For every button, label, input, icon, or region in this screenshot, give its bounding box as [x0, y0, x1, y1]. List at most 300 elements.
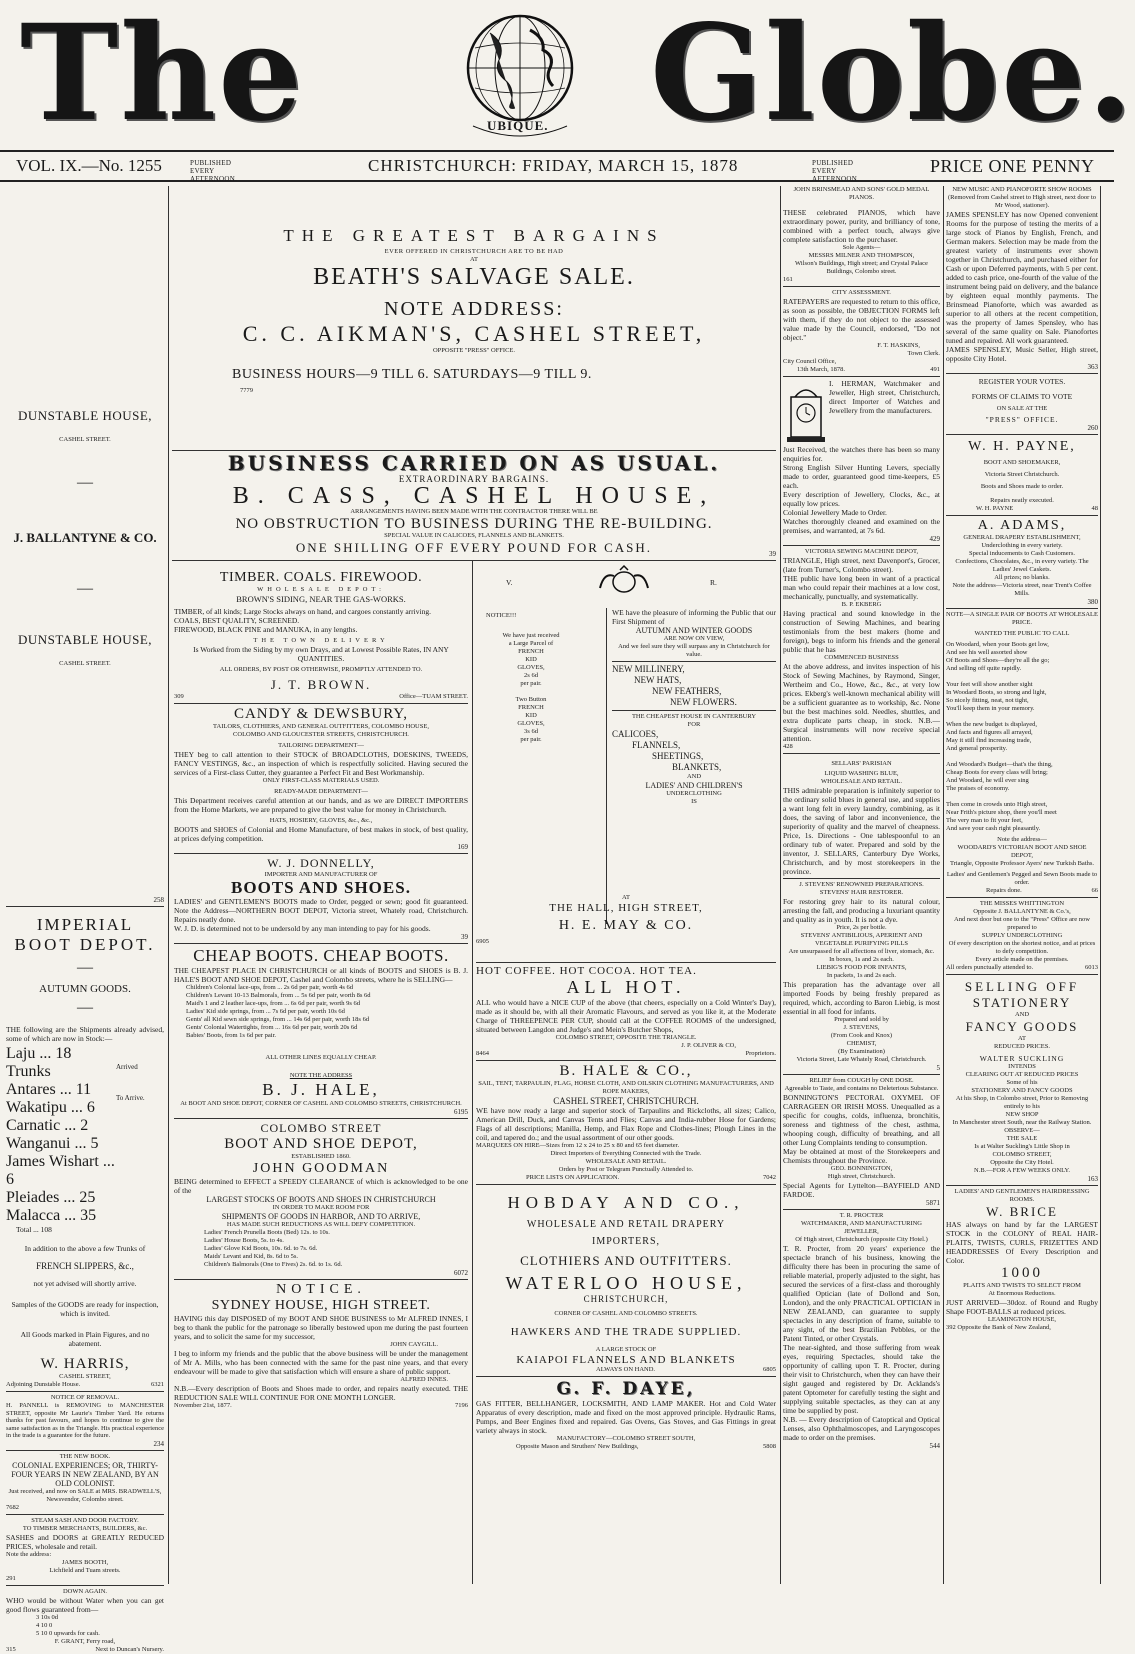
- hobday-clothiers: CLOTHIERS AND OUTFITTERS.: [520, 1253, 732, 1268]
- at-label: AT: [1018, 1035, 1026, 1042]
- cass-extraordinary: EXTRAORDINARY BARGAINS.: [398, 474, 550, 484]
- may-ad: [476, 562, 776, 960]
- autumn-goods: AUTUMN GOODS.: [39, 983, 131, 995]
- dunstable-title-2: DUNSTABLE HOUSE,: [17, 632, 153, 647]
- may-ladies: LADIES' AND CHILDREN'S: [645, 781, 743, 790]
- may-left-line: FRENCH: [518, 648, 544, 655]
- masthead-motto: UBIQUE.: [487, 118, 549, 133]
- ad-number: 309: [174, 693, 184, 700]
- ad-number: 7682: [6, 1503, 19, 1511]
- may-feathers: NEW FEATHERS,: [652, 686, 722, 696]
- goodman-reductions: HAS MADE SUCH REDUCTIONS AS WILL DEFY COMPETITION.: [226, 1221, 416, 1228]
- suckling-is-at: Is at Walter Suckling's Little Shop in: [974, 1143, 1070, 1150]
- stevens-heading: J. STEVENS' RENOWNED PREPARATIONS.: [799, 881, 924, 888]
- poem-line: Then come in crowds unto High street,: [946, 801, 1048, 808]
- french-slippers: FRENCH SLIPPERS, &c.,: [36, 1261, 134, 1271]
- payne-sub: BOOT AND SHOEMAKER,: [983, 459, 1061, 466]
- brice-text: HAS always on hand by far the LARGEST STOCK in the COLONY of REAL HAIR-PLAITS, TWISTS, CURLS, FRIZETTES AND HEADDRESSES Of Every Description and Color.: [946, 1220, 1098, 1265]
- hobday-waterloo: WATERLOO HOUSE,: [505, 1273, 747, 1293]
- stevens-pills-price: In boxes, 1s and 2s each.: [829, 956, 894, 963]
- beath-ever: EVER OFFERED IN CHRISTCHURCH ARE TO BE HAD: [384, 248, 564, 255]
- may-left-line: [476, 688, 586, 696]
- may-hall: THE HALL, HIGH STREET,: [549, 902, 703, 914]
- brown-siding: BROWN'S SIDING, NEAR THE GAS-WORKS.: [236, 594, 406, 604]
- oliver-all-hot: ALL HOT.: [566, 977, 686, 997]
- ad-number: 8464: [476, 1050, 489, 1057]
- may-left-line: GLOVES,: [517, 720, 545, 727]
- poem-line: And see his well assorted show: [946, 649, 1028, 656]
- may-left-line: Two Button: [515, 696, 547, 703]
- sydney-text: HAVING this day DISPOSED of my BOOT AND SHOE BUSINESS to Mr ALFRED INNES, I beg to thank the public for the patronage so liberally bestowed upon me during the past fourteen years, and to solicit the same for my successor,: [174, 1314, 468, 1341]
- french-line-1: In addition to the above a few Trunks of: [24, 1244, 146, 1253]
- hale-items: [174, 984, 468, 1040]
- stevens-pills-text: Are unsurpassed for all affections of liver, stomach, &c.: [788, 948, 935, 955]
- adams-text: Underclothing in every variety.: [981, 542, 1063, 549]
- royal-arms-icon: [594, 566, 654, 594]
- may-millinery: NEW MILLINERY,: [612, 664, 685, 674]
- harris-address-2: Adjoining Dunstable House.: [6, 1381, 81, 1388]
- may-surpass: And we feel sure they will surpass any in Christchurch for value.: [618, 643, 770, 658]
- total-line: Total ... 108: [16, 1225, 52, 1234]
- candy-boots: BOOTS and SHOES of Colonial and Home Manufacture, of best makes in stock, of best quality, at prices defying competition.: [174, 825, 468, 843]
- selling-off: SELLING OFF: [964, 979, 1080, 994]
- sashes-text: SASHES and DOORS at GREATLY REDUCED PRICES, wholesale and retail.: [6, 1532, 164, 1551]
- geo-address: High street, Christchurch.: [827, 1173, 896, 1180]
- may-left-line: KID: [525, 656, 537, 663]
- spensley-address: JAMES SPENSLEY, Music Seller, High street, opposite City Hotel.: [946, 345, 1098, 363]
- column-rule: [168, 186, 169, 1584]
- may-left-line: per pair.: [520, 736, 542, 743]
- beath-opposite: OPPOSITE "PRESS" OFFICE.: [432, 347, 516, 354]
- may-name: H. E. MAY & CO.: [558, 918, 694, 933]
- new-book-heading: THE NEW BOOK.: [59, 1452, 111, 1460]
- brice-name: W. BRICE: [986, 1204, 1058, 1219]
- whittington-text2: Of every description on the shortest notice, and at prices to defy competition.: [948, 940, 1096, 955]
- brinsmead-heading: JOHN BRINSMEAD AND SONS' GOLD MEDAL PIANOS.: [793, 186, 930, 201]
- vsm-text3: At the above address, and invites inspection of his Stock of Sewing Machines, by Raymond, Singer, Wertheim and Co., Howe, &c., &c., at very low prices. Ekberg's well-known mechanical ability will be a sufficient guarantee as to workship, &c. None but the best machines sold. Needles, shuttles, and extra duplicate parts cheap, in stock. N.B.—Surgical instruments will now receive special attention.: [783, 662, 940, 743]
- poem-line: And general prosperity.: [946, 745, 1008, 752]
- goodman-colombo: COLOMBO STREET: [260, 1121, 382, 1135]
- town-clerk: Town Clerk.: [907, 350, 940, 357]
- ad-number: 6805: [763, 1366, 776, 1373]
- hale-item: Ladies' Kid side springs, from ... 7s 6d per pair, worth 10s 6d: [186, 1008, 345, 1015]
- daye-text: GAS FITTER, BELLHANGER, LOCKSMITH, AND LAMP MAKER. Hot and Cold Water Apparatus of every description, made and fixed on the most approved principle. Hydraulic Rams, Pumps, and Beer Engines fixed and repaired. Gas Ovens, Gas Stoves, and Gas Fittings in great variety always in stock.: [476, 1399, 776, 1435]
- poem-line: The very man to fit your feet,: [946, 817, 1023, 824]
- dunstable-subtitle: CASHEL STREET.: [59, 436, 111, 443]
- column-5: [946, 186, 1098, 1584]
- goodman-est: ESTABLISHED 1860.: [291, 1153, 351, 1160]
- goodman-item: Ladies' House Boots, 5s. to 4s.: [204, 1237, 284, 1244]
- brice-enormous: At Enormous Reductions.: [988, 1290, 1056, 1297]
- suckling-colombo: COLOMBO STREET,: [992, 1151, 1052, 1158]
- poem-line: [946, 673, 1098, 681]
- water-text: WHO would be without Water when you can get good flows guaranteed from—: [6, 1595, 164, 1614]
- herman-text5: Colonial Jewellery Made to Order.: [783, 508, 887, 517]
- ad-number: 39: [461, 933, 468, 941]
- hale-item: Babies' Boots, from 1s 6d per pair.: [186, 1032, 276, 1039]
- may-left-line: FRENCH: [518, 704, 544, 711]
- may-v: V.: [506, 578, 513, 587]
- bonnington-obtained: May be obtained at most of the Storekeepers and Chemists throughout the Province.: [783, 1147, 940, 1165]
- imperial-title: IMPERIAL: [36, 915, 134, 934]
- may-left-line: GLOVES,: [517, 664, 545, 671]
- poem-line: And Woodard's Budget—that's the thing,: [946, 761, 1053, 768]
- from-label: (From Cook and Knox): [830, 1032, 893, 1039]
- ad-number: 260: [1087, 424, 1098, 432]
- suckling-name: WALTER SUCKLING: [979, 1054, 1065, 1063]
- goodman-name: JOHN GOODMAN: [252, 1161, 390, 1176]
- music-sub: (Removed from Cashel street to High street, next door to Mr Wood, stationer).: [947, 194, 1097, 209]
- ad-number: 258: [153, 896, 164, 904]
- harris-title: W. HARRIS,: [40, 1356, 130, 1372]
- goodman-text: BEING determined to EFFECT a SPEEDY CLEARANCE of which is acknowledged to be one of the: [174, 1177, 468, 1195]
- poem-line: Cheap Boots for every class will bring;: [946, 769, 1048, 776]
- ad-number: 5871: [926, 1199, 940, 1207]
- may-left-line: 2s 6d: [524, 672, 538, 679]
- hale-item: Maid's 1 and 2 leather lace-ups, from ... 6s 6d per pair, worth 9s 6d: [186, 1000, 361, 1007]
- candy-heading: CANDY & DEWSBURY,: [233, 706, 409, 722]
- bhale-sub: SAIL, TENT, TARPAULIN, FLAG, HORSE CLOTH, AND OILSKIN CLOTHING MANUFACTURERS, AND ROPE MAKERS,: [478, 1080, 774, 1095]
- brown-depot: WHOLESALE DEPOT:: [257, 586, 385, 593]
- may-autumn: AUTUMN AND WINTER GOODS: [635, 626, 753, 635]
- may-right: [612, 608, 776, 806]
- ship-entry: Malacca ... 35: [6, 1207, 97, 1224]
- poem-line: The praises of economy.: [946, 785, 1010, 792]
- donnelly-text2: W. J. D. is determined not to be undersold by any man intending to pay for his goods.: [174, 924, 431, 933]
- suckling-manchester: In Manchester street South, near the Railway Station.: [952, 1119, 1092, 1126]
- ad-number: 315: [6, 1645, 16, 1653]
- candy-hats: HATS, HOSIERY, GLOVES, &c., &c.,: [269, 817, 373, 824]
- ad-number: 161: [783, 276, 793, 283]
- stevens-hair-text: For restoring grey hair to its natural colour, arresting the fall, and producing a luxuriant quantity and quality as in youth. It is not a dye.: [783, 897, 940, 924]
- may-hats: NEW HATS,: [634, 675, 682, 685]
- goodman-item: Children's Balmorals (One to Fives) 2s. 6d. to 1s. 6d.: [204, 1261, 343, 1268]
- oliver-address: COLOMBO STREET, OPPOSITE THE TRIANGLE.: [555, 1034, 697, 1041]
- payne-repairs: Repairs neatly executed.: [990, 497, 1054, 504]
- bhale-wholesale: WHOLESALE AND RETAIL.: [585, 1158, 667, 1165]
- woodard-text: Ladies' and Gentlemen's Pegged and Sewn Boots made to order.: [946, 871, 1098, 886]
- donnelly-heading: W. J. DONNELLY,: [267, 856, 375, 870]
- ad-number: 66: [1091, 887, 1098, 894]
- suckling-observe: OBSERVE—: [1004, 1127, 1040, 1134]
- brice-arrived: JUST ARRIVED—30doz. of Round and Rugby Shape FOOT-BALLS at reduced prices.: [946, 1298, 1098, 1316]
- sydney-text3: N.B.—Every description of Boots and Shoes made to order, and repairs neatly executed. THE REDUCTION SALE WILL CONTINUE FOR ONE MONTH LONGER.: [174, 1384, 468, 1402]
- payne-heading: W. H. PAYNE,: [968, 439, 1076, 454]
- cass-shilling: ONE SHILLING OFF EVERY POUND FOR CASH.: [295, 540, 653, 555]
- liebig-text: This preparation has the advantage over all imported Foods by being freshly prepared as required, which, according to Baron Liebig, is most essential in all food for infants.: [783, 980, 940, 1016]
- boot-depot-title: BOOT DEPOT.: [14, 935, 156, 954]
- bhale-price: PRICE LISTS ON APPLICATION.: [526, 1174, 620, 1181]
- bhale-address: CASHEL STREET, CHRISTCHURCH.: [553, 1096, 699, 1106]
- stevens-address: Victoria Street, Late Whately Road, Christchurch.: [796, 1056, 927, 1063]
- brown-timber: TIMBER, of all kinds; Large Stocks always on hand, and cargoes constantly arriving.: [174, 607, 431, 616]
- bhale-text: WE have now ready a large and superior stock of Tarpaulins and Rickcloths, all sizes; Calico, American Drill, Duck, and Canvas Tents and Flies; Canvas and India-rubber Hose for Gardens; Flags of all descriptions; Manilla, Hemp, and Flax Rope and Clothes-lines; Plough Lines in the coil, and tapered do.; and the usual assortment of our other goods.: [476, 1106, 776, 1142]
- brinsmead-agents: Sole Agents—: [842, 244, 881, 251]
- daye-opposite: Opposite Mason and Struthers' New Buildings,: [516, 1443, 639, 1450]
- candy-sub2: COLOMBO AND GLOUCESTER STREETS, CHRISTCHURCH.: [233, 731, 409, 738]
- may-flannels: FLANNELS,: [632, 740, 681, 750]
- whittington-text: And next door but one to the "Press" Office are now prepared to: [954, 916, 1090, 931]
- adams-text4: All prizes; no blanks.: [994, 574, 1050, 581]
- donnelly-sub: IMPORTER AND MANUFACTURER OF: [264, 871, 378, 878]
- stationery: STATIONERY: [972, 995, 1072, 1010]
- reduced-prices: REDUCED PRICES.: [994, 1043, 1050, 1050]
- masthead: [0, 0, 1135, 151]
- hale-item: Children's Levant 10-13 Balmorals, from ... 5s 6d per pair, worth 8s 6d: [186, 992, 371, 999]
- cass-ad: [172, 452, 776, 560]
- french-line-3: not yet advised will shortly arrive.: [33, 1279, 137, 1288]
- poem-line: And save your cash right pleasantly.: [946, 825, 1041, 832]
- press-office: "PRESS" OFFICE.: [985, 415, 1059, 424]
- shipments-text: THE following are the Shipments already advised, some of which are now in Stock:—: [6, 1025, 164, 1043]
- water-price: 3 10s 0d: [36, 1613, 59, 1621]
- goodman-item: Ladies' Glove Kid Boots, 10s. 6d. to 7s. 6d.: [204, 1245, 318, 1252]
- ad-number: 363: [1087, 363, 1098, 371]
- liebig-heading: LIEBIG'S FOOD FOR INFANTS,: [816, 964, 907, 971]
- oliver-heading: HOT COFFEE. HOT COCOA. HOT TEA.: [476, 965, 697, 977]
- may-left-line: a Large Parcel of: [508, 640, 554, 647]
- ad-number: 169: [457, 843, 468, 851]
- may-left-line: KID: [525, 712, 537, 719]
- stevens-pills: STEVENS' ANTIBILIOUS, APERIENT AND VEGETABLE PURIFYING PILLS: [800, 932, 923, 947]
- hale-heading: CHEAP BOOTS. CHEAP BOOTS.: [193, 946, 449, 965]
- donnelly-text: LADIES' and GENTLEMEN'S BOOTS made to Order, pegged or sewn; good fit guaranteed. Note the Address—NORTHERN BOOT DEPOT, Victoria street, Whately road, Christchurch. Repairs neatly done.: [174, 897, 468, 924]
- donnelly-big: BOOTS AND SHOES.: [231, 878, 411, 897]
- herman-text: I. HERMAN, Watchmaker and Jeweller, High street, Christchurch, direct Importer of Watches and Jewellery from the manufacturers.: [829, 379, 940, 415]
- ad-number: 7196: [455, 1402, 468, 1409]
- brown-name: J. T. BROWN.: [270, 677, 372, 692]
- sellars-liquid: LIQUID WASHING BLUE,: [824, 770, 899, 777]
- booth-name: JAMES BOOTH,: [61, 1558, 109, 1566]
- clock-icon: [783, 379, 829, 445]
- brown-delivery: THE TOWN DELIVERY: [253, 637, 389, 644]
- ad-number: 6321: [151, 1381, 164, 1388]
- stevens-hair: STEVENS' HAIR RESTORER.: [819, 889, 904, 896]
- bhale-heading: B. HALE & CO.,: [559, 1063, 693, 1079]
- whittington-text3: Every article made on the premises.: [975, 956, 1069, 963]
- ships-list: [6, 1045, 116, 1225]
- leamington-house: LEAMINGTON HOUSE,: [987, 1316, 1057, 1323]
- herman-text6: Watches thoroughly cleaned and examined on the premises, and warranted, at 7s 6d.: [783, 517, 940, 535]
- register-votes: REGISTER YOUR VOTES.: [978, 377, 1066, 386]
- hobday-heading: HOBDAY AND CO.,: [507, 1193, 745, 1212]
- cass-special: SPECIAL VALUE IN CALICOES, FLANNELS AND BLANKETS.: [384, 532, 564, 539]
- hale-note: NOTE THE ADDRESS: [289, 1072, 353, 1079]
- sydney-heading: SYDNEY HOUSE, HIGH STREET.: [211, 1298, 431, 1313]
- harris-address: CASHEL STREET,: [59, 1373, 111, 1380]
- brown-orders: ALL ORDERS, BY POST OR OTHERWISE, PROMPTLY ATTENDED TO.: [219, 666, 423, 673]
- samples-text: Samples of the GOODS are ready for inspection, which is invited.: [11, 1300, 159, 1318]
- ship-entry: Wanganui ... 5: [6, 1135, 99, 1152]
- cass-arrangements: ARRANGEMENTS HAVING BEEN MADE WITH THE CONTRACTOR THERE WILL BE: [350, 508, 598, 515]
- poem-line: And selling off quite rapidly.: [946, 665, 1022, 672]
- oliver-text: ALL who would have a NICE CUP of the above (that cheers, especially on a Cold Winter's Day), made as it should be, with all their Aromatic Flavours, and served as you like it, at the Moderate Charge of THREEPENCE PER CUP, should call at the COFFEE ROOMS of the undersigned, situated between Langdon and Judge's and Mein's Butcher Shops,: [476, 998, 776, 1034]
- council-office: City Council Office,: [783, 358, 837, 365]
- hobday-corner: CORNER OF CASHEL AND COLOMBO STREETS.: [554, 1310, 698, 1317]
- to-arrive-label: To Arrive.: [116, 1094, 145, 1102]
- column-rule: [472, 560, 473, 1584]
- beath-at: AT: [470, 256, 478, 263]
- woodard-poem: [946, 641, 1098, 833]
- poem-line: On Woodard, when your Boots get low,: [946, 641, 1049, 648]
- brown-delivery-text: Is Worked from the Siding by my own Drays, and at Lowest Possible Rates, IN ANY QUANTITIES.: [193, 645, 449, 663]
- vsm-heading: VICTORIA SEWING MACHINE DEPOT,: [804, 548, 919, 555]
- sellars-text: THIS admirable preparation is infinitely superior to the ordinary solid blues in general use, and supplies a want long felt in every laundry, combining, as it does, the saving of labor and inconvenience, the superiority of quality and the marvel of cheapness. Price, 1s. Directions - One tablespoonful to an ordinary tub of water. Prepared and sold by the inventor, J. SELLARS, Canterbury Dye Works, Christchurch, and by most storekeepers in the province.: [783, 786, 940, 876]
- music-heading: NEW MUSIC AND PIANOFORTE SHOW ROOMS: [952, 186, 1092, 193]
- may-is: IS: [691, 798, 697, 805]
- city-assessment: CITY ASSESSMENT.: [832, 289, 891, 296]
- poem-line: In Woodard Boots, so strong and light,: [946, 689, 1047, 696]
- brown-office: Office—TUAM STREET.: [399, 693, 468, 700]
- ship-entry: Laju ... 18 Trunks: [6, 1045, 72, 1080]
- ad-number: 48: [1091, 505, 1098, 512]
- candy-readymade-text: This Department receives careful attention at our hands, and as we are DIRECT IMPORTERS from the Home Markets, we are prepared to give the best value for money in Christchurch.: [174, 796, 468, 814]
- suckling-stat-fancy: STATIONERY AND FANCY GOODS: [971, 1087, 1073, 1094]
- sydney-text2: I beg to inform my friends and the public that the above business will be under the management of Mr A. Mills, who has been connected with the same for the past nine years, and that every endeavour will be made to give that satisfaction which will ensure a share of public support.: [174, 1349, 468, 1376]
- may-r: R.: [710, 578, 717, 587]
- sydney-caygill: JOHN CAYGILL.: [390, 1341, 438, 1348]
- adams-address: Note the address—Victoria street, near Trent's Coffee Mills.: [952, 582, 1092, 597]
- ekberg-name: B. P. EKBERG: [841, 601, 882, 608]
- hobday-importers: IMPORTERS,: [591, 1236, 661, 1247]
- poem-line: Of Boots and Shoes—they're all the go;: [946, 657, 1050, 664]
- sydney-notice: NOTICE.: [276, 1282, 366, 1297]
- hale-item: Children's Colonial lace-ups, from ... 2s 6d per pair, worth 4s 6d: [186, 984, 353, 991]
- ship-entry: James Wishart ... 6: [6, 1153, 115, 1188]
- beath-aikman: C. C. AIKMAN'S, CASHEL STREET,: [242, 321, 706, 346]
- ad-number: 39: [769, 550, 776, 558]
- whittington-heading: THE MISSES WHITTINGTON: [979, 900, 1065, 907]
- cass-name: B. CASS, CASHEL HOUSE,: [232, 483, 716, 509]
- prepared-label: Prepared and sold by: [834, 1016, 889, 1023]
- bhale-direct: Direct Importers of Everything Connected with the Trade.: [550, 1150, 702, 1157]
- adams-sub: GENERAL DRAPERY ESTABLISHMENT,: [963, 534, 1081, 541]
- ad-number: 380: [1087, 598, 1098, 606]
- adams-text2: Special inducements to Cash Customers.: [969, 550, 1075, 557]
- may-pleasure: WE have the pleasure of informing the Public that our First Shipment of: [612, 608, 776, 626]
- goodman-items: [174, 1229, 468, 1269]
- hobday-christchurch: CHRISTCHURCH,: [583, 1294, 669, 1304]
- and-label: AND: [1014, 1011, 1030, 1018]
- sellars-heading: SELLARS' PARISIAN: [831, 760, 892, 767]
- procter-sub: WATCHMAKER, AND MANUFACTURING JEWELLER,: [800, 1220, 923, 1235]
- ad-number: 7779: [240, 387, 253, 394]
- poem-line: Near Frith's picture shop, there you'll meet: [946, 809, 1057, 816]
- brice-address: 392 Opposite the Bank of New Zealand,: [946, 1324, 1051, 1331]
- poem-line: And Woodard, he will ever sing: [946, 777, 1029, 784]
- column-rule: [943, 186, 944, 1584]
- hair-rooms-heading: LADIES' AND GENTLEMEN'S HAIRDRESSING ROOMS.: [954, 1188, 1090, 1203]
- oliver-name: J. P. OLIVER & CO,: [681, 1042, 736, 1049]
- ship-entry: Carnatic ... 2: [6, 1117, 89, 1134]
- may-cheapest: THE CHEAPEST HOUSE IN CANTERBURY: [631, 713, 757, 720]
- procter-heading: T. R. PROCTER: [839, 1212, 884, 1219]
- woodard-wanted: WANTED THE PUBLIC TO CALL: [974, 630, 1070, 637]
- may-left-list: [476, 632, 586, 744]
- may-for: FOR: [687, 721, 701, 728]
- goodman-largest: LARGEST STOCKS OF BOOTS AND SHOES IN CHRISTCHURCH: [206, 1195, 436, 1204]
- hale-item: Gents' all Kid sewn side springs, from ... 14s 6d per pair, worth 18s 6d: [186, 1016, 370, 1023]
- water-prices: [6, 1614, 164, 1638]
- water-price: 4 10 0: [36, 1621, 53, 1629]
- poem-line: [946, 793, 1098, 801]
- whittington-address: Opposite J. BALLANTYNE & Co.'s,: [973, 908, 1071, 915]
- column-4: [783, 186, 940, 1584]
- ship-entry: Antares ... 11: [6, 1081, 92, 1098]
- grant-address: Next to Duncan's Nursery.: [95, 1645, 164, 1653]
- hale-name: B. J. HALE,: [262, 1080, 380, 1099]
- hale-address: At BOOT AND SHOE DEPOT, CORNER OF CASHEL AND COLOMBO STREETS, CHRISTCHURCH.: [180, 1100, 462, 1107]
- hobday-stock: A LARGE STOCK OF: [595, 1346, 657, 1353]
- brice-plaits: PLAITS AND TWISTS TO SELECT FROM: [963, 1282, 1081, 1289]
- dunstable-title: DUNSTABLE HOUSE,: [17, 408, 153, 423]
- payne-address: Victoria Street Christchurch.: [984, 471, 1060, 478]
- oliver-prop: Proprietors.: [745, 1050, 776, 1057]
- procter-text3: N.B. — Every description of Catoptical and Optical Lenses, also Ophthalmoscopes, and Laryngoscopes made to order on the premises.: [783, 1415, 940, 1442]
- price: PRICE ONE PENNY: [930, 156, 1095, 176]
- woodard-name: WOODARD'S VICTORIAN BOOT AND SHOE DEPOT,: [957, 844, 1087, 859]
- water-price: 5 10 0 upwards for cash.: [36, 1629, 100, 1637]
- ad-number: 7042: [763, 1174, 776, 1181]
- ad-number: 234: [153, 1439, 164, 1448]
- beath-salvage-title: BEATH'S SALVAGE SALE.: [313, 264, 635, 290]
- candy-tailoring: TAILORING DEPARTMENT—: [278, 742, 364, 749]
- ad-number: 291: [6, 1574, 16, 1582]
- sydney-date: November 21st, 1877.: [174, 1402, 232, 1409]
- ballantyne-title: J. BALLANTYNE & CO.: [13, 530, 157, 545]
- forms-claims: FORMS OF CLAIMS TO VOTE: [971, 392, 1073, 401]
- column-2: [174, 562, 468, 1584]
- brown-heading: TIMBER. COALS. FIREWOOD.: [219, 570, 423, 585]
- poem-line: And facts and figures all arrayed,: [946, 729, 1033, 736]
- ad-number: 544: [929, 1442, 940, 1450]
- candy-readymade: READY-MADE DEPARTMENT—: [274, 788, 368, 795]
- adams-heading: A. ADAMS,: [977, 518, 1067, 533]
- ship-entry: Wakatipu ... 6: [6, 1099, 95, 1116]
- goodman-item: Maids' Levant and Kid, 8s. 6d to 5s.: [204, 1253, 298, 1260]
- may-and: AND: [686, 773, 702, 780]
- timber-merchants: TO TIMBER MERCHANTS, BUILDERS, &c.: [22, 1524, 148, 1532]
- chemist-label: CHEMIST,: [846, 1040, 877, 1047]
- cass-business: BUSINESS CARRIED ON AS USUAL.: [227, 451, 721, 475]
- may-at: AT: [622, 894, 630, 901]
- liebig-price: In packets, 1s and 2s each.: [826, 972, 897, 979]
- bhale-marquees: MARQUEES ON HIRE—Sizes from 12 x 24 to 25 x 80 and 65 feet diameter.: [476, 1142, 680, 1149]
- procter-text2: The near-sighted, and those suffering from weak eyes, requiring Spectacles, should take the opportunity of calling upon T. R. Procter, during their visit to Christchurch, when they can have their sight gauged and registered by Dr. Acklands's patent Optometer for carefully testing the sight and supplying suitable spectacles, as they can at any time be supplied by post.: [783, 1343, 940, 1415]
- may-under: UNDERCLOTHING: [666, 790, 722, 797]
- suckling-some: Some of his: [1006, 1079, 1038, 1086]
- suckling-nb: N.B.—FOR A FEW WEEKS ONLY.: [974, 1167, 1070, 1174]
- suckling-at-shop: At his Shop, in Colombo street, Prior to Removing entirely to his: [955, 1095, 1089, 1110]
- may-left-line: We have just received: [502, 632, 560, 639]
- stevens-hair-price: Price, 2s per bottle.: [836, 924, 887, 931]
- brinsmead-text: THESE celebrated PIANOS, which have extraordinary power, purity, and brilliancy of tone, combined with a perfect touch, always give complete satisfaction to the purchaser.: [783, 208, 940, 244]
- ad-number: 491: [930, 366, 940, 373]
- hale-equally: ALL OTHER LINES EQUALLY CHEAP.: [265, 1054, 377, 1061]
- ad-number: 6905: [476, 938, 489, 945]
- dunstable-subtitle-2: CASHEL STREET.: [59, 660, 111, 667]
- address-label: Note the address:: [6, 1550, 52, 1558]
- sellars-wholesale: WHOLESALE AND RETAIL.: [821, 778, 902, 785]
- on-sale: ON SALE AT THE: [996, 405, 1048, 412]
- brown-coals: COALS, BEST QUALITY, SCREENED.: [174, 616, 300, 625]
- ship-entry: Pleiades ... 25: [6, 1189, 96, 1206]
- masthead-title-left: The: [20, 0, 305, 151]
- hobday-always: ALWAYS ON HAND.: [596, 1366, 656, 1373]
- bonnington-text: BONNINGTON'S PECTORAL OXYMEL OF CARRAGEEN OR IRISH MOSS. Unequalled as a specific for coughs, colds, influenza, bronchitis, soreness and tightness of the chest, asthma, whooping cough, difficulty of breathing, and all other Lung Complaints tending to consumption.: [783, 1093, 940, 1147]
- place-date: CHRISTCHURCH: FRIDAY, MARCH 15, 1878: [368, 156, 739, 175]
- colonial-text: Just received, and now on SALE at MRS. BRADWELL'S, Newsvendor, Colombo street.: [8, 1487, 162, 1503]
